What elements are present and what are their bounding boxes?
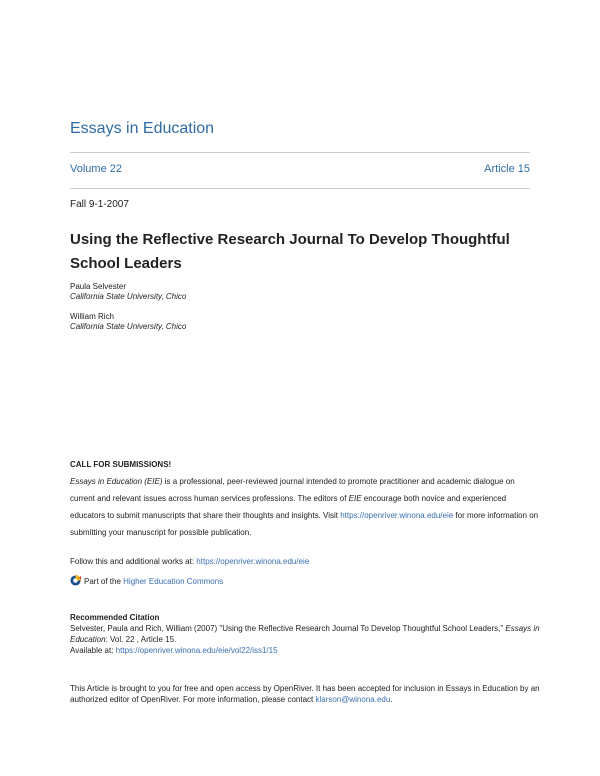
author-affiliation: California State University, Chico [70, 322, 187, 331]
call-heading: CALL FOR SUBMISSIONS! [70, 460, 172, 469]
footer-text: This Article is brought to you for free and open access by OpenRiver. It has been accepted for inclusion in Essays in Education by an authorized editor of OpenRiver. For more information, please contact [70, 684, 540, 704]
publication-date: Fall 9-1-2007 [70, 199, 129, 210]
follow-link[interactable]: https://openriver.winona.edu/eie [196, 557, 310, 566]
divider [70, 152, 530, 153]
contact-email-link[interactable]: klarson@winona.edu [315, 695, 391, 704]
volume-link[interactable]: Volume 22 [70, 163, 122, 175]
commons-link[interactable]: Higher Education Commons [123, 577, 224, 586]
footer-end: . [390, 695, 393, 704]
part-of-line [70, 573, 540, 590]
commons-network-icon [70, 575, 81, 586]
call-text: encourage both novice and experienced educators to submit manuscripts that share their thoughts and insights. Visit [70, 494, 507, 520]
eie-abbr: EIE [348, 494, 362, 503]
author-name: William Rich [70, 312, 114, 321]
citation-link[interactable]: https://openriver.winona.edu/eie/vol22/iss1/15 [115, 646, 278, 655]
author [70, 282, 186, 302]
citation-heading: Recommended Citation [70, 613, 160, 622]
part-label: Part of the [84, 577, 124, 586]
citation-available [70, 645, 540, 656]
call-body [70, 473, 540, 541]
footer-notice [70, 683, 540, 705]
recommended-citation [70, 612, 540, 656]
follow-line [70, 553, 540, 570]
journal-link[interactable]: Essays in Education [70, 120, 215, 137]
citation-text [70, 623, 540, 645]
citation-part: Selvester, Paula and Rich, William (2007) "Using the Reflective Research Journal To Develop Thoughtful School Leaders," [70, 624, 506, 633]
call-for-submissions [70, 456, 540, 541]
author-affiliation: California State University, Chico [70, 292, 187, 301]
citation-part: : Vol. 22 , Article 15. [105, 635, 177, 644]
call-text: for more information on submitting your manuscript for possible publication. [70, 511, 539, 537]
citation-journal: Essays in Education [70, 624, 540, 644]
follow-label: Follow this and additional works at: [70, 557, 197, 566]
article-link[interactable]: Article 15 [484, 163, 530, 175]
author-name: Paula Selvester [70, 282, 127, 291]
call-text: is a professional, peer-reviewed journal intended to promote practitioner and academic dialogue on current and relevant issues across human services professions. The editors of [70, 477, 515, 503]
article-title: Using the Reflective Research Journal To Develop Thoughtful School Leaders [70, 231, 510, 272]
journal-name: Essays in Education (EIE) [70, 477, 163, 486]
available-label: Available at: [70, 646, 116, 655]
divider [70, 188, 530, 189]
eie-link[interactable]: https://openriver.winona.edu/eie [340, 511, 454, 520]
author [70, 312, 186, 332]
